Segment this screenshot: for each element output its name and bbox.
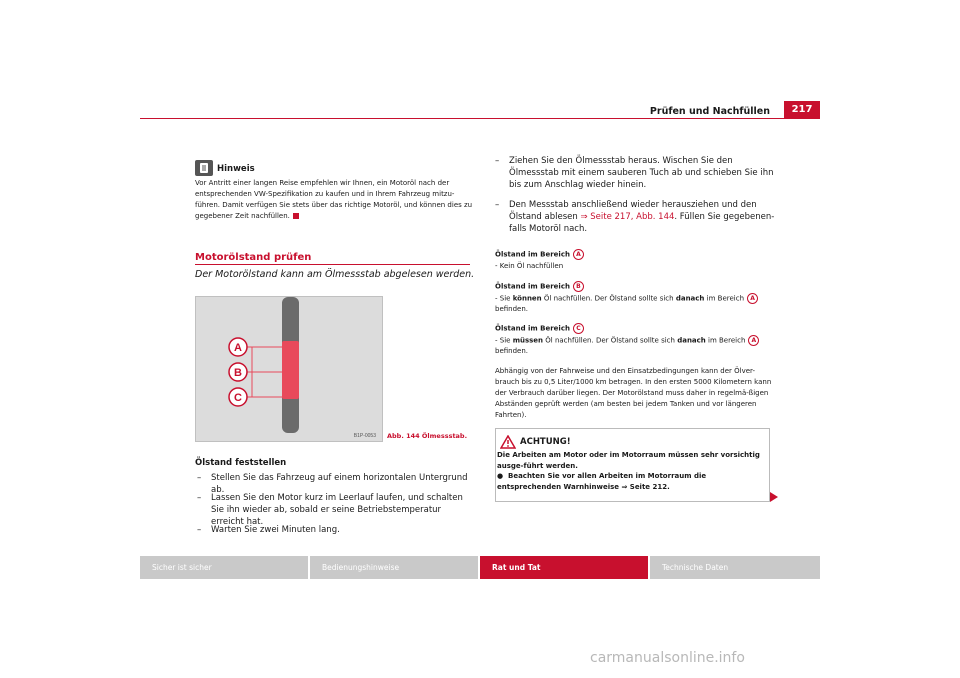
warning-heading: ACHTUNG!	[520, 437, 571, 447]
warning-text: Die Arbeiten am Motor oder im Motorraum müssen sehr vorsichtig ausge-führt werden. ● Beachten Sie vor allen Arbeiten im Motorraum die entsprechenden Warnhinweise ⇒ Seite 212.	[497, 451, 760, 491]
list-item: – Stellen Sie das Fahrzeug auf einem horizontalen Untergrund ab.	[197, 473, 468, 495]
header-divider	[140, 118, 820, 119]
watermark: carmanualsonline.info	[590, 650, 745, 666]
note-text: Vor Antritt einer langen Reise empfehlen wir Ihnen, ein Motoröl nach der entsprechenden VW-Spezifikation zu kaufen und in Ihrem Fahrzeug mitzu-führen. Damit verfügen Sie stets über das richtige Motoröl, und können dies zu gegebener Zeit nachfüllen.	[195, 179, 473, 220]
section-title: Motorölstand prüfen	[195, 252, 312, 263]
figure-label-b: B	[234, 367, 242, 379]
footer-tab-sicher[interactable]: Sicher ist sicher	[140, 556, 308, 579]
page-number: 217	[784, 101, 820, 119]
area-b-block: Ölstand im Bereich B - Sie können Öl nachfüllen. Der Ölstand sollte sich danach im Bereich A befinden.	[495, 281, 775, 315]
figure-caption: Abb. 144 Ölmessstab.	[387, 432, 468, 440]
figure-label-c: C	[234, 392, 242, 404]
footer-tab-bedienung[interactable]: Bedienungshinweise	[310, 556, 478, 579]
figure-code: B1P-0053	[353, 433, 376, 439]
figure-reference-link[interactable]: ⇒ Seite 217, Abb. 144	[580, 212, 675, 222]
oil-level-heading: Ölstand feststellen	[195, 458, 287, 468]
section-subtitle: Der Motorölstand kann am Ölmessstab abgelesen werden.	[195, 269, 475, 280]
next-page-arrow-icon	[770, 492, 778, 502]
page-header-title: Prüfen und Nachfüllen	[649, 106, 770, 117]
footer-tab-rat-und-tat[interactable]: Rat und Tat	[480, 556, 648, 579]
area-a-block: Ölstand im Bereich A - Kein Öl nachfüllen	[495, 249, 775, 272]
dipstick-figure	[195, 296, 383, 442]
list-item: – Lassen Sie den Motor kurz im Leerlauf laufen, und schalten Sie ihn wieder ab, sobald er seine Betriebstemperatur erreicht hat.	[197, 493, 463, 527]
list-item: – Warten Sie zwei Minuten lang.	[197, 525, 340, 535]
section-divider	[195, 264, 470, 265]
list-item: – Ziehen Sie den Ölmessstab heraus. Wischen Sie den Ölmessstab mit einem sauberen Tuch ab und schieben Sie ihn bis zum Anschlag wieder hinein.	[495, 156, 774, 190]
footer-tab-technische-daten[interactable]: Technische Daten	[650, 556, 820, 579]
bullet-dot-icon: ●	[497, 472, 504, 480]
note-heading: Hinweis	[217, 164, 255, 174]
warning-reference-link[interactable]: ⇒ Seite 212.	[621, 482, 670, 491]
consumption-text: Abhängig von der Fahrweise und den Einsatzbedingungen kann der Ölver-brauch bis zu 0,5 Liter/1000 km betragen. In den ersten 5000 Kilometern kann der Verbrauch darüber liegen. Der Motorölstand muss daher in regelmä-ßigen Abständen geprüft werden (am besten bei jedem Tanken und vor längeren Fahrten).	[495, 367, 772, 419]
figure-label-a: A	[234, 342, 242, 354]
note-icon	[195, 160, 213, 176]
area-c-block: Ölstand im Bereich C - Sie müssen Öl nachfüllen. Der Ölstand sollte sich danach im Bereich A befinden.	[495, 323, 775, 357]
list-item: – Den Messstab anschließend wieder herausziehen und den Ölstand ablesen ⇒ Seite 217, Abb. 144. Füllen Sie gegebenen-falls Motoröl nach.	[495, 200, 775, 234]
end-marker-icon	[293, 213, 299, 219]
